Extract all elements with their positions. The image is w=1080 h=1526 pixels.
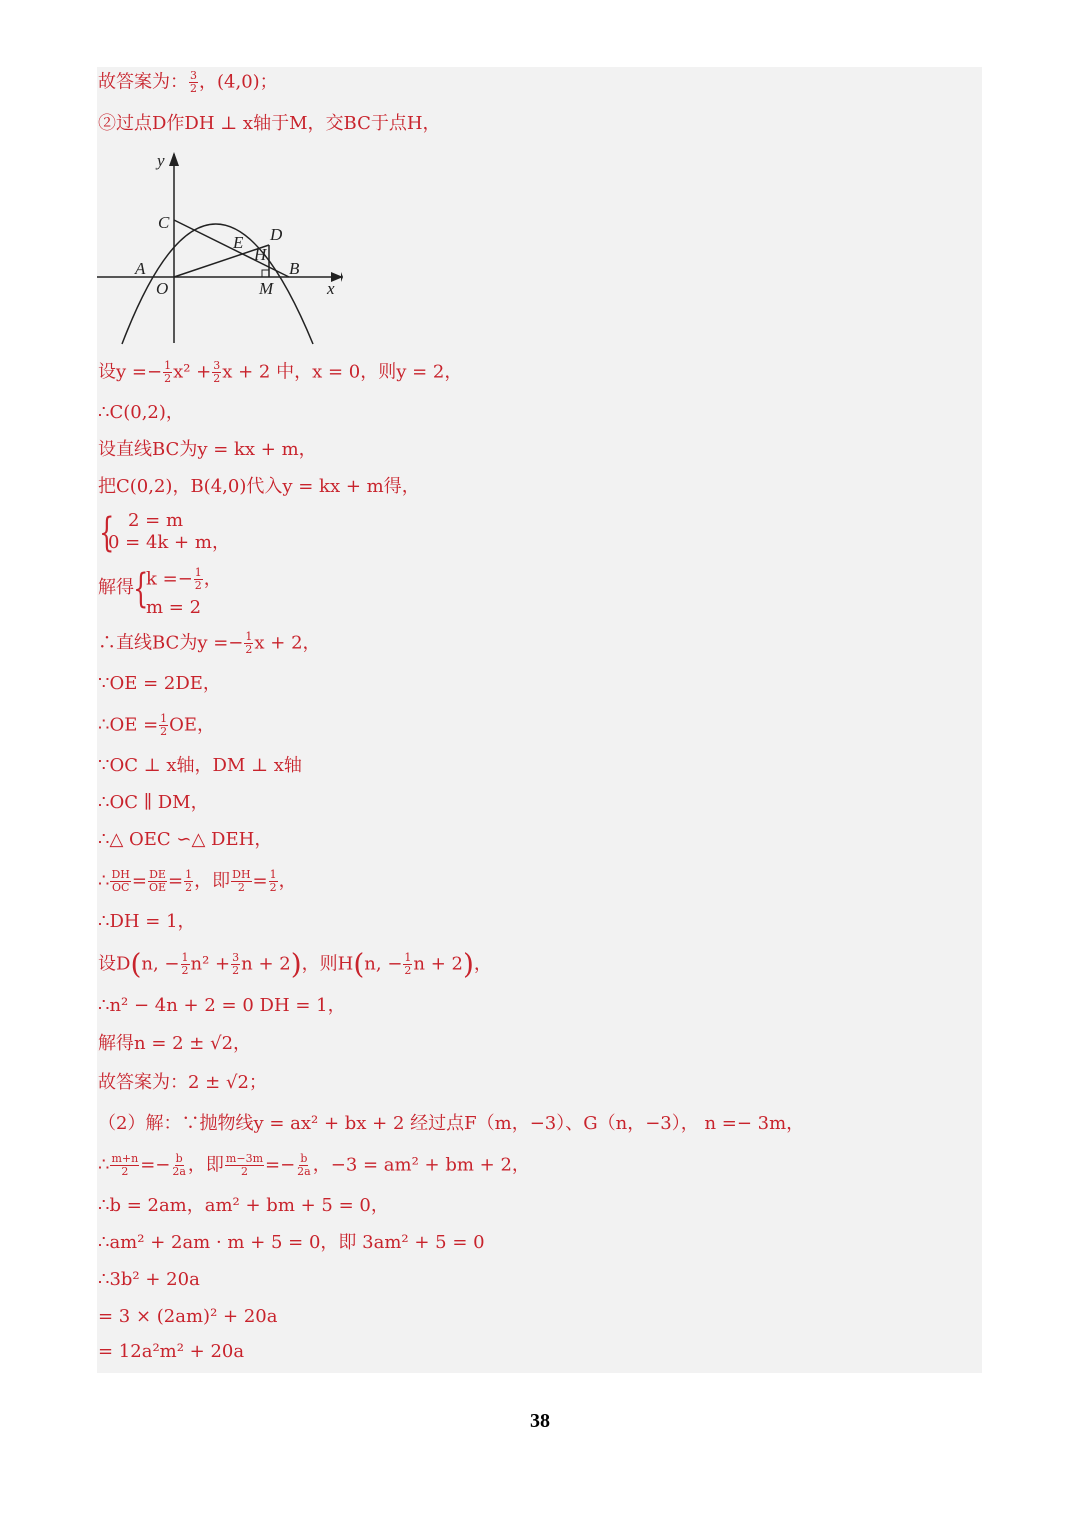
fraction <box>184 869 193 894</box>
system-eq-2 <box>108 531 230 555</box>
text: n + 2 <box>241 953 291 975</box>
frac-den: 2 <box>404 964 412 977</box>
frac-den: 2a <box>172 1165 186 1178</box>
text: n, − <box>141 953 180 975</box>
text: ， <box>211 532 230 553</box>
fraction <box>171 1153 187 1178</box>
frac-den: OC <box>111 881 130 894</box>
frac-num: m+n <box>111 1152 139 1165</box>
frac-num: b <box>300 1152 308 1165</box>
line-midpoint <box>98 1153 530 1178</box>
solve-m: m = 2 <box>146 597 202 618</box>
frac-den: 2 <box>160 725 168 738</box>
label-o: O <box>156 279 169 298</box>
text: 0 = 4k + m <box>108 532 212 553</box>
text: ，−3 = am² + bm + 2， <box>312 1154 530 1176</box>
label-b: B <box>289 259 300 278</box>
line-3b: ∴3b² + 20a <box>98 1269 200 1290</box>
frac-num: 1 <box>181 951 189 964</box>
fraction <box>159 713 168 738</box>
text: 设y =− <box>98 361 163 383</box>
text: ∴直线BC为y =− <box>98 632 244 654</box>
frac-num: 1 <box>164 359 172 372</box>
fraction <box>231 869 251 894</box>
text: ，即 <box>194 870 231 892</box>
label-a: A <box>135 259 146 278</box>
frac-den: 2 <box>213 372 221 385</box>
frac-num: 1 <box>194 566 202 579</box>
text: =− <box>265 1154 296 1176</box>
solve-k <box>146 567 222 592</box>
text: x² + <box>173 361 212 383</box>
brace: { <box>133 566 149 612</box>
label-d: D <box>270 225 283 244</box>
page-number: 38 <box>530 1410 550 1432</box>
text: x + 2 中，x = 0，则y = 2， <box>222 361 463 383</box>
frac-den: 2 <box>185 881 193 894</box>
brace: { <box>99 510 115 556</box>
paren-close: ) <box>462 947 474 981</box>
fraction <box>296 1153 312 1178</box>
frac-num: DE <box>149 868 166 881</box>
fraction <box>231 952 240 977</box>
frac-num: 3 <box>190 69 197 82</box>
line-parallel: ∴OC ∥ DM， <box>98 792 209 813</box>
text: OE， <box>169 714 216 736</box>
line-bc-eq <box>98 631 321 656</box>
frac-num: 1 <box>160 712 168 725</box>
text: n + 2 <box>413 953 463 975</box>
line-eq-3: = 12a²m² + 20a <box>98 1341 245 1362</box>
text: = <box>131 870 147 892</box>
line-substitute: 把C(0,2)，B(4,0)代入y = kx + m得， <box>98 476 420 497</box>
fraction <box>225 1153 264 1178</box>
frac-den: 2 <box>232 964 240 977</box>
line-eq-2: = 3 × (2am)² + 20a <box>98 1306 278 1327</box>
line-similar: ∴△ OEC ∽△ DEH， <box>98 829 273 850</box>
fraction <box>110 1153 139 1178</box>
frac-den: 2 <box>240 1165 248 1178</box>
line-set-d <box>98 947 492 981</box>
frac-den: 2 <box>269 881 277 894</box>
fraction <box>194 567 203 592</box>
text: ， <box>203 568 222 590</box>
text: 设D <box>98 953 131 975</box>
answer-suffix: ，(4,0)； <box>199 71 278 93</box>
line-set-bc: 设直线BC为y = kx + m， <box>98 439 317 460</box>
line-b: ∴b = 2am，am² + bm + 5 = 0， <box>98 1195 389 1216</box>
line-dh: ∴DH = 1， <box>98 911 196 932</box>
step-2-line: ②过点D作DH ⊥ x轴于M，交BC于点H， <box>98 113 441 134</box>
text: ，即 <box>187 1154 224 1176</box>
text: ，则H <box>301 953 354 975</box>
frac-den: 2 <box>121 1165 129 1178</box>
text: = <box>168 870 184 892</box>
label-m: M <box>259 279 274 298</box>
frac-den: 2 <box>164 372 172 385</box>
frac-den: 2 <box>237 881 245 894</box>
frac-den: OE <box>148 881 167 894</box>
line-am: ∴am² + 2am · m + 5 = 0，即 3am² + 5 = 0 <box>98 1232 485 1253</box>
frac-num: 3 <box>213 359 221 372</box>
fraction <box>212 360 221 385</box>
frac-den: 2a <box>297 1165 311 1178</box>
frac-num: 1 <box>404 951 412 964</box>
frac-num: m−3m <box>225 1152 263 1165</box>
frac-num: 3 <box>232 951 240 964</box>
fraction <box>269 869 278 894</box>
frac-num: 1 <box>269 868 277 881</box>
text: ， <box>473 953 492 975</box>
frac-den: 2 <box>245 643 253 656</box>
frac-num: DH <box>232 868 251 881</box>
text: n, − <box>364 953 403 975</box>
frac-den: 2 <box>194 579 202 592</box>
fraction <box>163 360 172 385</box>
text: ∴ <box>98 1154 110 1176</box>
line-answer-2: 故答案为：2 ± √2； <box>98 1072 267 1093</box>
fraction <box>403 952 412 977</box>
line-quadratic: ∴n² − 4n + 2 = 0 DH = 1， <box>98 995 346 1016</box>
frac-num: b <box>175 1152 183 1165</box>
line-c-point: ∴C(0,2)， <box>98 402 184 423</box>
line-solved-n: 解得n = 2 ± √2， <box>98 1033 252 1054</box>
fraction <box>189 70 198 95</box>
parabola-figure <box>97 148 347 348</box>
fraction <box>110 869 130 894</box>
paren-open: ( <box>353 947 365 981</box>
line-part-2: （2）解：∵抛物线y = ax² + bx + 2 经过点F（m，−3）、G（n，−3）， n =− 3m， <box>98 1113 805 1134</box>
answer-line-1 <box>98 70 278 95</box>
label-y: y <box>157 151 165 170</box>
line-oe-1: ∵OE = 2DE， <box>98 673 221 694</box>
frac-den: 2 <box>181 964 189 977</box>
frac-den: 2 <box>190 82 197 95</box>
answer-prefix: 故答案为： <box>98 71 188 93</box>
text: ， <box>278 870 297 892</box>
label-x: x <box>327 279 335 298</box>
frac-num: 1 <box>185 868 193 881</box>
text: = <box>252 870 268 892</box>
label-e: E <box>233 233 244 252</box>
text: ∴ <box>98 870 110 892</box>
frac-num: 1 <box>245 630 253 643</box>
label-c: C <box>158 213 170 232</box>
paren-open: ( <box>130 947 142 981</box>
paren-close: ) <box>290 947 302 981</box>
fraction <box>181 952 190 977</box>
fraction <box>148 869 167 894</box>
text: x + 2， <box>254 632 321 654</box>
solve-label: 解得 <box>98 577 134 598</box>
right-angle-mark <box>262 270 269 277</box>
system-eq-1: 2 = m <box>128 510 184 531</box>
frac-num: DH <box>111 868 130 881</box>
text: =− <box>140 1154 171 1176</box>
text: ∴OE = <box>98 714 159 736</box>
line-ratio <box>98 869 297 894</box>
fraction <box>244 631 253 656</box>
text: n² + <box>190 953 231 975</box>
y-arrowhead <box>169 152 179 166</box>
label-h: H <box>254 245 267 264</box>
line-oe-2 <box>98 713 215 738</box>
line-set-y <box>98 360 462 385</box>
text: k =− <box>146 568 193 590</box>
line-perp: ∵OC ⊥ x轴，DM ⊥ x轴 <box>98 755 302 776</box>
